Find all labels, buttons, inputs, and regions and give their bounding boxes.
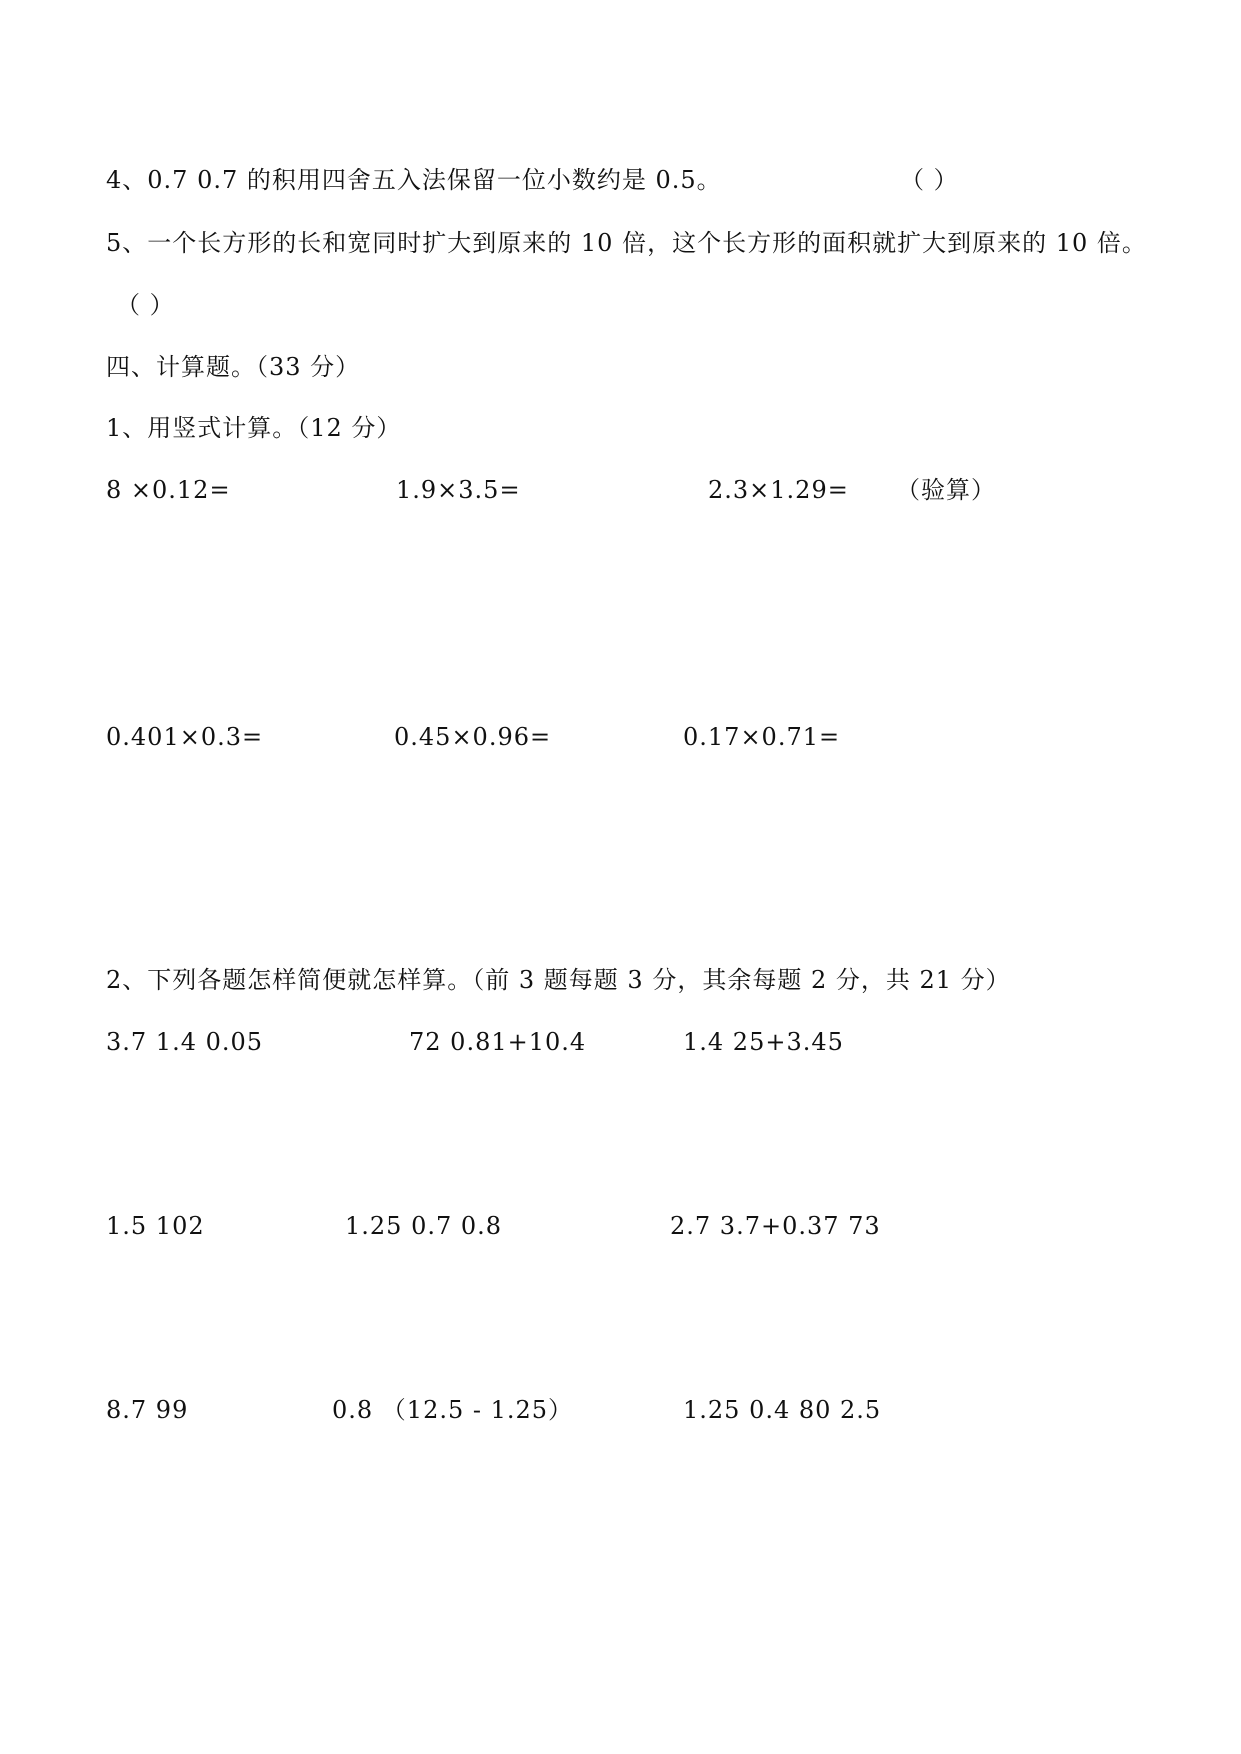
problem-1-3: 2.3×1.29= xyxy=(708,476,849,504)
section-title-calculation: 四、计算题。（33 分） xyxy=(106,353,361,381)
problem-2-3: 1.4 25+3.45 xyxy=(683,1028,844,1056)
problem-1-2: 1.9×3.5= xyxy=(396,476,521,504)
problem-2-1: 3.7 1.4 0.05 xyxy=(106,1028,264,1056)
problem-1-4: 0.401×0.3= xyxy=(106,723,264,751)
part1-title: 1、用竖式计算。（12 分） xyxy=(106,414,402,442)
problem-1-5: 0.45×0.96= xyxy=(394,723,552,751)
verify-label: （验算） xyxy=(896,476,996,504)
problem-2-4: 1.5 102 xyxy=(106,1212,205,1240)
judge-answer-blank-5: （ ） xyxy=(116,291,175,319)
problem-2-9: 1.25 0.4 80 2.5 xyxy=(683,1396,882,1424)
problem-1-1: 8 ×0.12= xyxy=(106,476,231,504)
judge-question-4: 4、0.7 0.7 的积用四舍五入法保留一位小数约是 0.5。 xyxy=(106,166,722,194)
problem-2-7: 8.7 99 xyxy=(106,1396,189,1424)
problem-1-6: 0.17×0.71= xyxy=(683,723,841,751)
problem-2-5: 1.25 0.7 0.8 xyxy=(345,1212,503,1240)
problem-2-2: 72 0.81+10.4 xyxy=(409,1028,587,1056)
part2-title: 2、下列各题怎样简便就怎样算。（前 3 题每题 3 分，其余每题 2 分，共 21 分） xyxy=(106,966,1011,994)
judge-question-5: 5、一个长方形的长和宽同时扩大到原来的 10 倍，这个长方形的面积就扩大到原来的 10 倍。 xyxy=(106,229,1147,257)
problem-2-6: 2.7 3.7+0.37 73 xyxy=(670,1212,881,1240)
problem-2-8: 0.8 （12.5 - 1.25） xyxy=(332,1396,574,1424)
judge-answer-blank-4: （ ） xyxy=(900,166,959,194)
